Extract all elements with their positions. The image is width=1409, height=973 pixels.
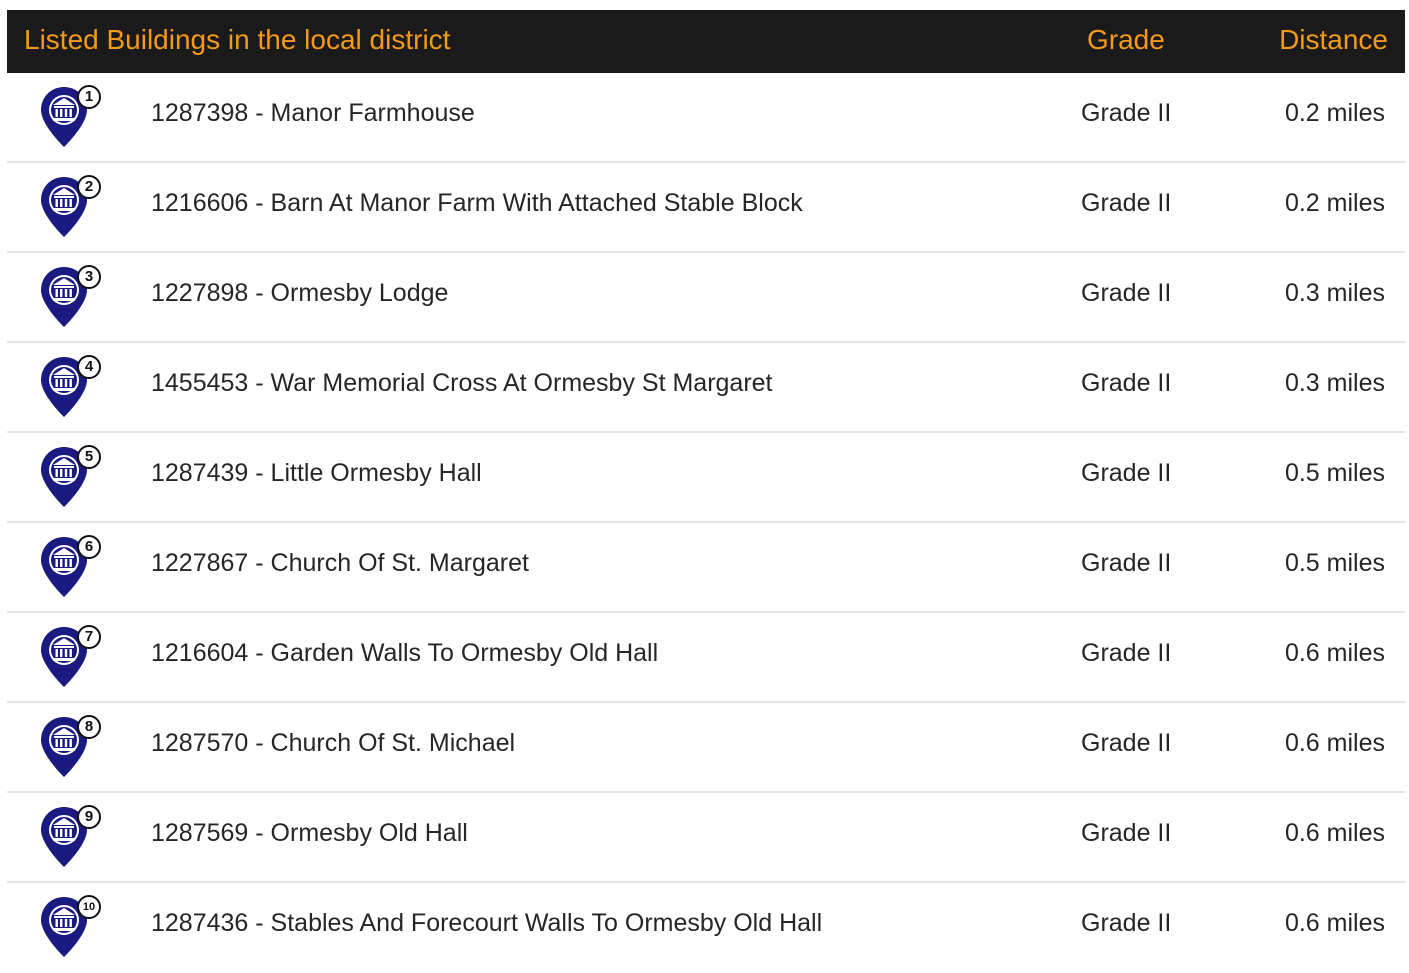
building-name: 1216604 - Garden Walls To Ormesby Old Hall [151,639,659,667]
grade-column-header: Grade [1087,24,1165,55]
building-distance: 0.6 miles [1284,639,1385,667]
building-grade: Grade II [1081,279,1172,307]
building-grade: Grade II [1081,99,1172,127]
table-row[interactable] [7,343,1405,433]
table-row[interactable] [7,703,1405,793]
building-grade: Grade II [1081,909,1172,937]
building-distance: 0.5 miles [1284,459,1385,487]
museum-pin-icon [39,355,109,419]
building-name: 1227898 - Ormesby Lodge [151,279,449,307]
museum-pin-icon [39,715,109,779]
museum-pin-icon [39,895,109,959]
building-grade: Grade II [1081,549,1172,577]
table-row[interactable] [7,883,1405,973]
table-row[interactable] [7,523,1405,613]
table-row[interactable] [7,253,1405,343]
marker-number-badge: 3 [77,265,101,289]
building-grade: Grade II [1081,459,1172,487]
marker-number-badge: 5 [77,445,101,469]
table-header [7,10,1405,73]
table-row[interactable] [7,793,1405,883]
table-row[interactable] [7,163,1405,253]
building-grade: Grade II [1081,369,1172,397]
museum-pin-icon [39,805,109,869]
marker-number-badge: 6 [77,535,101,559]
marker-number-badge: 2 [77,175,101,199]
building-grade: Grade II [1081,819,1172,847]
building-grade: Grade II [1081,189,1172,217]
building-distance: 0.6 miles [1284,909,1385,937]
marker-number-badge: 8 [77,715,101,739]
building-name: 1287436 - Stables And Forecourt Walls To Ormesby Old Hall [151,909,823,937]
building-name: 1287569 - Ormesby Old Hall [151,819,468,847]
museum-pin-icon [39,265,109,329]
building-distance: 0.3 miles [1284,279,1385,307]
marker-number-badge: 1 [77,85,101,109]
building-distance: 0.5 miles [1284,549,1385,577]
building-name: 1216606 - Barn At Manor Farm With Attached Stable Block [151,189,803,217]
building-distance: 0.2 miles [1284,189,1385,217]
building-name: 1287439 - Little Ormesby Hall [151,459,482,487]
building-grade: Grade II [1081,729,1172,757]
museum-pin-icon [39,175,109,239]
table-title: Listed Buildings in the local district [24,24,451,55]
table-row[interactable] [7,433,1405,523]
museum-pin-icon [39,625,109,689]
listed-buildings-table [7,10,1405,973]
building-name: 1455453 - War Memorial Cross At Ormesby St Margaret [151,369,773,397]
building-name: 1287570 - Church Of St. Michael [151,729,516,757]
marker-number-badge: 7 [77,625,101,649]
marker-number-badge: 9 [77,805,101,829]
marker-number-badge: 10 [77,895,101,919]
building-name: 1227867 - Church Of St. Margaret [151,549,529,577]
building-grade: Grade II [1081,639,1172,667]
building-name: 1287398 - Manor Farmhouse [151,99,475,127]
museum-pin-icon [39,445,109,509]
building-distance: 0.6 miles [1284,729,1385,757]
building-distance: 0.3 miles [1284,369,1385,397]
table-body [7,73,1405,973]
building-distance: 0.2 miles [1284,99,1385,127]
distance-column-header: Distance [1279,24,1388,55]
museum-pin-icon [39,85,109,149]
museum-pin-icon [39,535,109,599]
building-distance: 0.6 miles [1284,819,1385,847]
table-row[interactable] [7,73,1405,163]
marker-number-badge: 4 [77,355,101,379]
table-row[interactable] [7,613,1405,703]
